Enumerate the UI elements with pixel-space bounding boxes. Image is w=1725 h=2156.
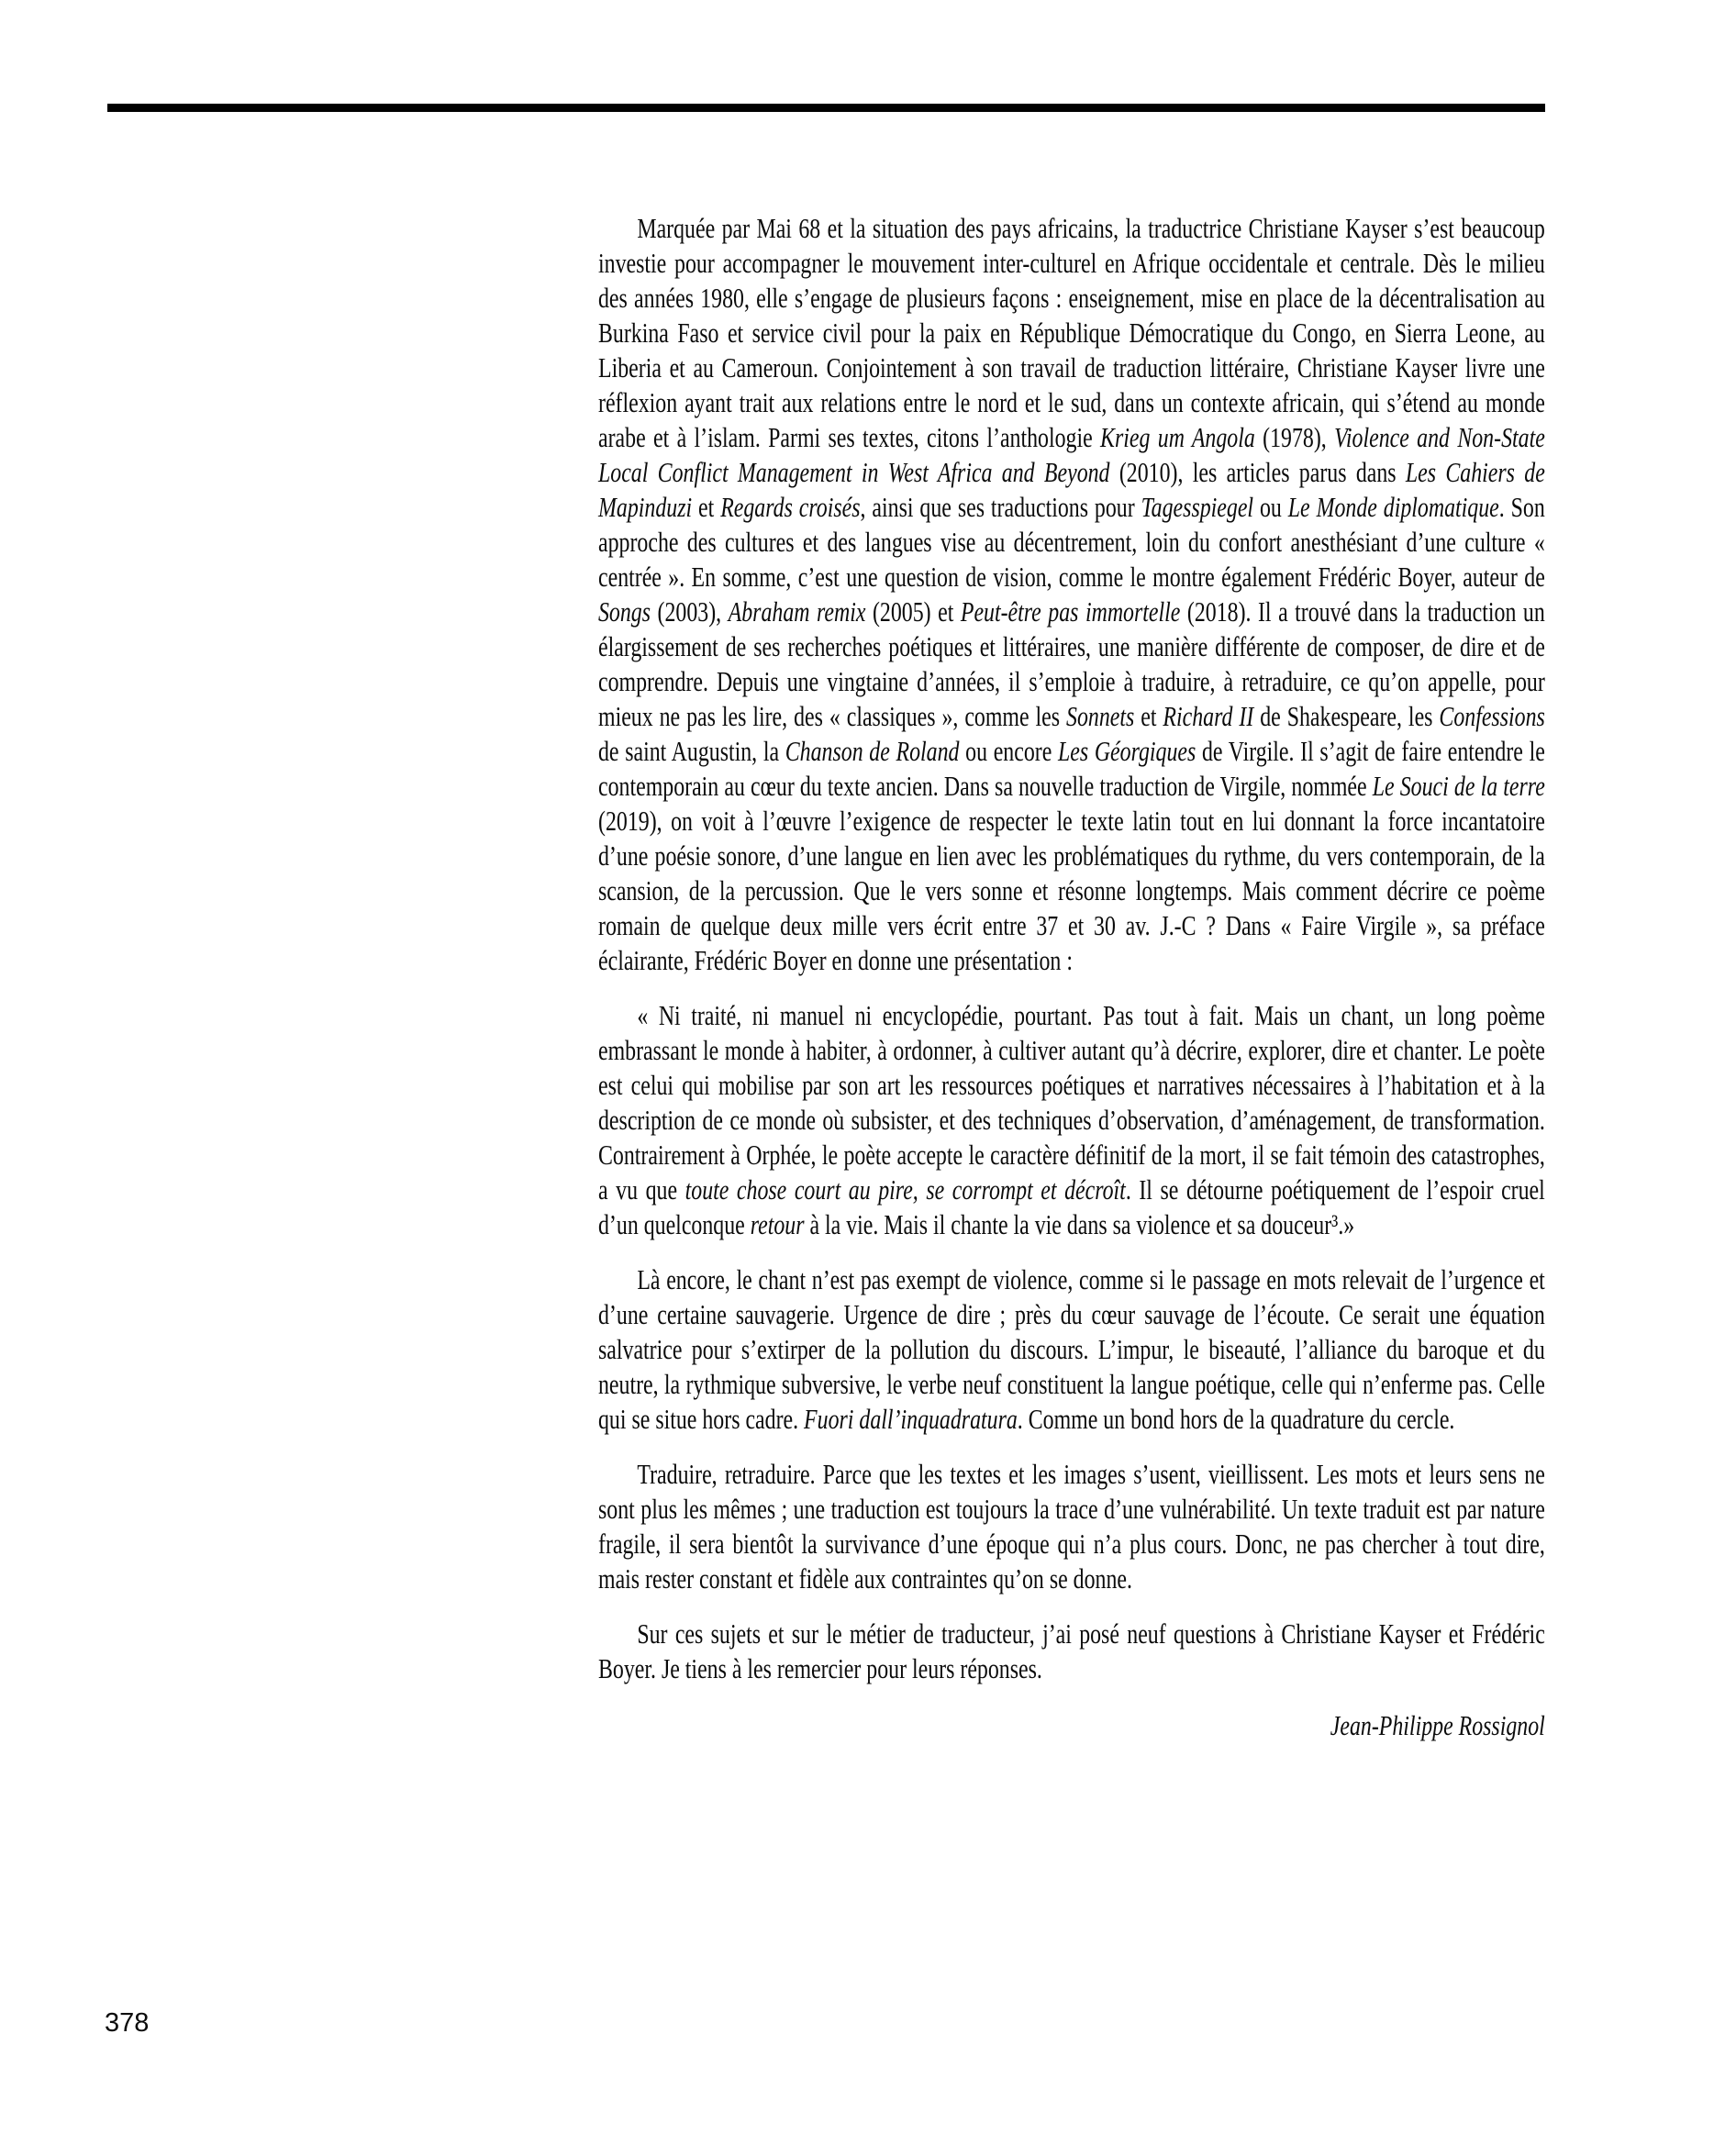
- quote-paragraph: [598, 998, 1545, 1242]
- paragraphs-container: [598, 211, 1545, 1686]
- italic-text-run: Les Géorgiques: [1057, 735, 1196, 767]
- text-run: « Ni traité, ni manuel ni encyclopédie, pourtant. Pas tout à fait. Mais un chant, un long poème embrassant le monde à habiter, à ordonner, à cultiver autant qu’à décrire, explorer, dire et chanter. Le poète est celui qui mobilise par son art les ressources poétiques et narratives nécessaires à l’habitation et à la description de ce monde où subsister, et des techniques d’observation, d’aménagement, de transformation. Contrairement à Orphée, le poète accepte le caractère définitif de la mort, il se fait témoin des catastrophes, a vu que: [598, 999, 1545, 1206]
- italic-text-run: Les Cahiers de Mapinduzi: [598, 456, 1545, 523]
- text-run: Traduire, retraduire. Parce que les textes et les images s’usent, vieillissent. Les mots et leurs sens ne sont plus les mêmes ; une traduction est toujours la trace d’une vulnérabilité. Un texte traduit est par nature fragile, il sera bientôt la survivance d’une époque qui n’a plus cours. Donc, ne pas chercher à tout dire, mais rester constant et fidèle aux contraintes qu’on se donne.: [598, 1458, 1545, 1595]
- text-run: ou encore: [959, 735, 1058, 767]
- text-run: (2019), on voit à l’œuvre l’exigence de respecter le texte latin tout en lui donnant la force incantatoire d’une poésie sonore, d’une langue en lien avec les problématiques du rythme, du vers contemporain, de la scansion, de la percussion. Que le vers sonne et résonne longtemps. Mais comment décrire ce poème romain de quelque deux mille vers écrit entre 37 et 30 av. J.-C ? Dans « Faire Virgile », sa préface éclairante, Frédéric Boyer en donne une présentation :: [598, 805, 1545, 976]
- text-run: . Il se détourne poétiquement de l’espoir cruel d’un quelconque: [598, 1173, 1545, 1240]
- text-run: (2003),: [651, 595, 729, 628]
- text-run: et: [1134, 700, 1163, 732]
- text-run: (2010), les articles parus dans: [1109, 456, 1406, 488]
- author-signature: Jean-Philippe Rossignol: [1330, 1709, 1545, 1741]
- italic-text-run: Le Monde diplomatique: [1287, 491, 1499, 523]
- text-run: (1978),: [1254, 421, 1335, 453]
- italic-text-run: Songs: [598, 595, 651, 628]
- italic-text-run: Fuori dall’inquadratura: [804, 1403, 1018, 1435]
- italic-text-run: Le Souci de la terre: [1372, 770, 1545, 802]
- text-run: . Son approche des cultures et des langues vise au décentrement, loin du confort anesthésiant d’une culture « centrée ». En somme, c’est une question de vision, comme le montre également Frédéric Boyer, auteur de: [598, 491, 1545, 593]
- text-run: de Shakespeare, les: [1253, 700, 1440, 732]
- paragraph: [598, 1617, 1545, 1686]
- text-run: à la vie. Mais il chante la vie dans sa violence et sa douceur³.»: [804, 1208, 1355, 1240]
- italic-text-run: Chanson de Roland: [785, 735, 960, 767]
- italic-text-run: Richard II: [1163, 700, 1254, 732]
- text-run: Là encore, le chant n’est pas exempt de violence, comme si le passage en mots relevait de l’urgence et d’une certaine sauvagerie. Urgence de dire ; près du cœur sauvage de l’écoute. Ce serait une équation salvatrice pour s’extirper de la pollution du discours. L’impur, le biseauté, l’alliance du baroque et du neutre, la rythmique subversive, le verbe neuf constituent la langue poétique, celle qui n’enferme pas. Celle qui se situe hors cadre.: [598, 1263, 1545, 1435]
- page-number: 378: [105, 2008, 150, 2038]
- italic-text-run: Violence and Non-State Local Conflict Management in West Africa and Beyond: [598, 421, 1545, 488]
- italic-text-run: Tagesspiegel: [1141, 491, 1254, 523]
- italic-text-run: Abraham remix: [728, 595, 866, 628]
- text-run: Marquée par Mai 68 et la situation des pays africains, la traductrice Christiane Kayser s’est beaucoup investie pour accompagner le mouvement inter-culturel en Afrique occidentale et centrale. Dès le milieu des années 1980, elle s’engage de plusieurs façons : enseignement, mise en place de la décentralisation au Burkina Faso et service civil pour la paix en République Démocratique du Congo, en Sierra Leone, au Liberia et au Cameroun. Conjointement à son travail de traduction littéraire, Christiane Kayser livre une réflexion ayant trait aux relations entre le nord et le sud, dans un contexte africain, qui s’étend au monde arabe et à l’islam. Parmi ses textes, citons l’anthologie: [598, 212, 1545, 453]
- italic-text-run: Sonnets: [1066, 700, 1135, 732]
- paragraph: [598, 1457, 1545, 1596]
- italic-text-run: Confessions: [1439, 700, 1545, 732]
- italic-text-run: toute chose court au pire, se corrompt et décroît: [684, 1173, 1126, 1206]
- text-run: de Virgile. Il s’agit de faire entendre le contemporain au cœur du texte ancien. Dans sa nouvelle traduction de Virgile, nommée: [598, 735, 1545, 802]
- text-run: et: [692, 491, 721, 523]
- header-rule: [107, 104, 1545, 112]
- paragraph: [598, 211, 1545, 978]
- article-body: [598, 211, 1545, 1743]
- italic-text-run: Krieg um Angola: [1100, 421, 1255, 453]
- italic-text-run: Peut-être pas immortelle: [960, 595, 1181, 628]
- italic-text-run: Regards croisés: [720, 491, 861, 523]
- text-run: de saint Augustin, la: [598, 735, 785, 767]
- text-run: ou: [1253, 491, 1288, 523]
- text-run: . Comme un bond hors de la quadrature du cercle.: [1017, 1403, 1455, 1435]
- italic-text-run: retour: [750, 1208, 805, 1240]
- text-run: Sur ces sujets et sur le métier de traducteur, j’ai posé neuf questions à Christiane Kayser et Frédéric Boyer. Je tiens à les remercier pour leurs réponses.: [598, 1617, 1545, 1684]
- text-run: (2018). Il a trouvé dans la traduction un élargissement de ses recherches poétiques et littéraires, une manière différente de composer, de dire et de comprendre. Depuis une vingtaine d’années, il s’emploie à traduire, à retraduire, ce qu’on appelle, pour mieux ne pas les lire, des « classiques », comme les: [598, 595, 1545, 732]
- paragraph: [598, 1262, 1545, 1437]
- text-run: (2005) et: [865, 595, 961, 628]
- text-run: , ainsi que ses traductions pour: [860, 491, 1141, 523]
